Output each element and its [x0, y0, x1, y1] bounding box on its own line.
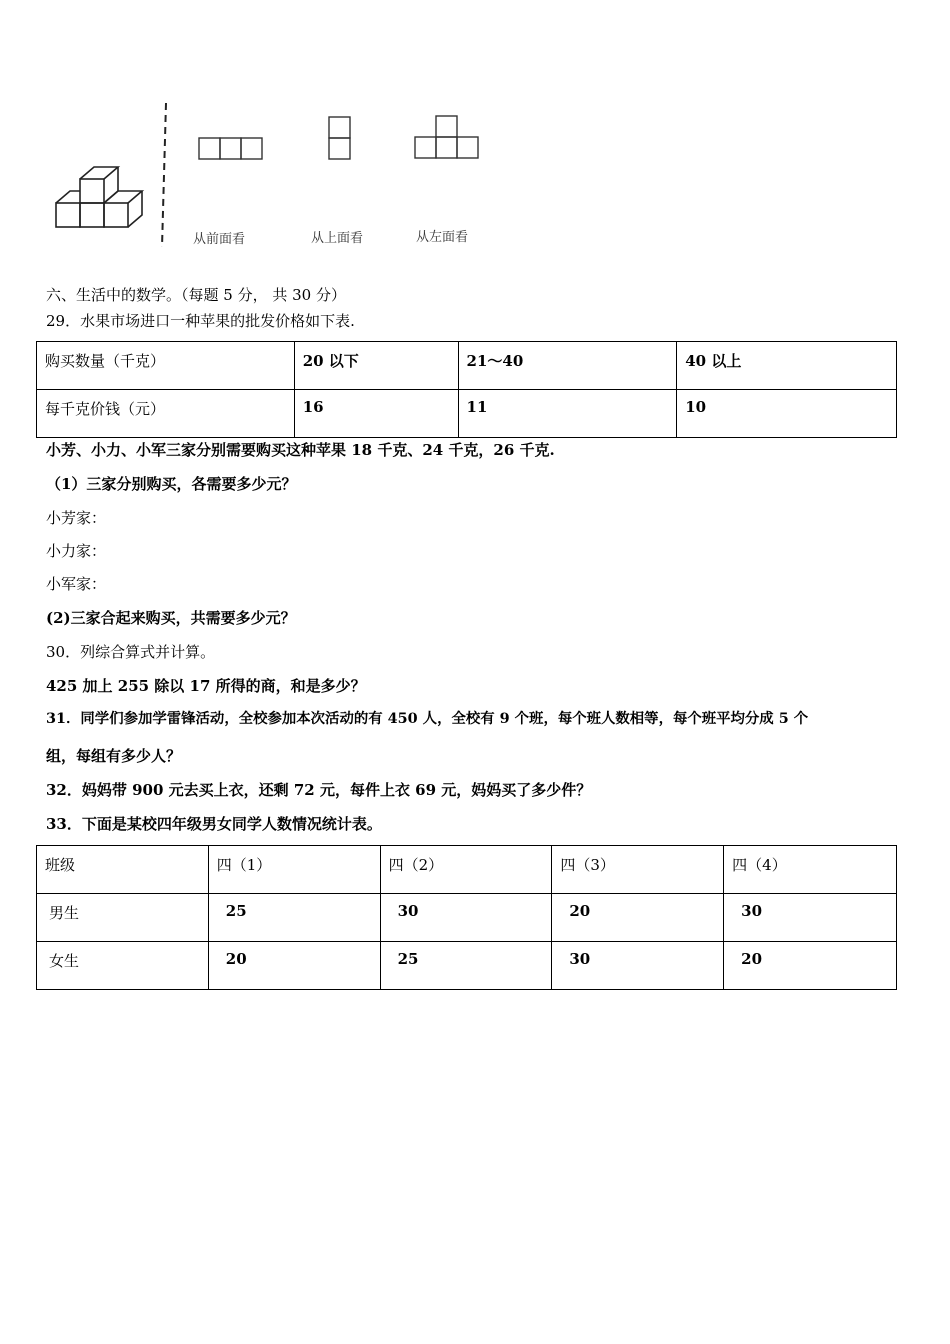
apple-price-table [36, 341, 897, 438]
table-cell: 30 [724, 894, 897, 942]
table-cell: 21～40 [458, 342, 677, 390]
table-cell: 每千克价钱（元） [37, 390, 295, 438]
table-cell: 购买数量（千克） [37, 342, 295, 390]
q30-body: 425 加上 255 除以 17 所得的商，和是多少？ [46, 677, 366, 695]
section-6-title: 六、生活中的数学。（每题 5 分， 共 30 分） [46, 286, 346, 304]
table-cell: 40 以上 [677, 342, 897, 390]
table-cell: 30 [380, 894, 552, 942]
table-cell: 20 [552, 894, 724, 942]
table-cell: 男生 [37, 894, 209, 942]
table-cell: 班级 [37, 846, 209, 894]
table-row [37, 894, 897, 942]
caption-front-view: 从前面看 [193, 232, 246, 247]
q33-stem: 33．下面是某校四年级男女同学人数情况统计表。 [46, 815, 382, 833]
answer-xiaoli: 小力家： [46, 542, 107, 560]
student-count-table [36, 845, 897, 990]
left-view-drawing [415, 116, 478, 158]
q29-subquestion-2: (2)三家合起来购买，共需要多少元？ [46, 609, 296, 627]
table-cell: 11 [458, 390, 677, 438]
table-cell: 四（1） [208, 846, 380, 894]
q31-line-2: 组，每组有多少人？ [46, 747, 182, 765]
answer-xiaofang: 小芳家： [46, 509, 107, 527]
front-view-drawing [199, 138, 262, 159]
table-cell: 20 [724, 942, 897, 990]
q29-subquestion-1: （1）三家分别购买，各需要多少元？ [46, 475, 297, 493]
caption-left-view: 从左面看 [416, 230, 469, 245]
dashed-divider [162, 103, 166, 247]
table-cell: 16 [294, 390, 458, 438]
table-cell: 四（2） [380, 846, 552, 894]
top-view-drawing [329, 117, 350, 159]
cube-stack-drawing [56, 167, 142, 227]
table-cell: 四（4） [724, 846, 897, 894]
table-row [37, 942, 897, 990]
q30-stem: 30．列综合算式并计算。 [46, 643, 216, 661]
caption-top-view: 从上面看 [311, 231, 364, 246]
table-cell: 20 以下 [294, 342, 458, 390]
table-cell: 女生 [37, 942, 209, 990]
table-cell: 25 [380, 942, 552, 990]
table-cell: 20 [208, 942, 380, 990]
table-cell: 10 [677, 390, 897, 438]
table-cell: 30 [552, 942, 724, 990]
table-cell: 25 [208, 894, 380, 942]
q29-description: 小芳、小力、小军三家分别需要购买这种苹果 18 千克、24 千克，26 千克. [46, 441, 555, 459]
q29-stem: 29．水果市场进口一种苹果的批发价格如下表. [46, 312, 355, 330]
q31-line-1: 31．同学们参加学雷锋活动，全校参加本次活动的有 450 人，全校有 9 个班，每个班人数相等，每个班平均分成 5 个 [46, 710, 809, 727]
table-row [37, 342, 897, 390]
table-cell: 四（3） [552, 846, 724, 894]
table-row [37, 846, 897, 894]
table-row [37, 390, 897, 438]
three-views-figure [40, 95, 510, 265]
answer-xiaojun: 小军家： [46, 575, 107, 593]
q32-stem: 32．妈妈带 900 元去买上衣，还剩 72 元，每件上衣 69 元，妈妈买了多少件？ [46, 781, 592, 799]
